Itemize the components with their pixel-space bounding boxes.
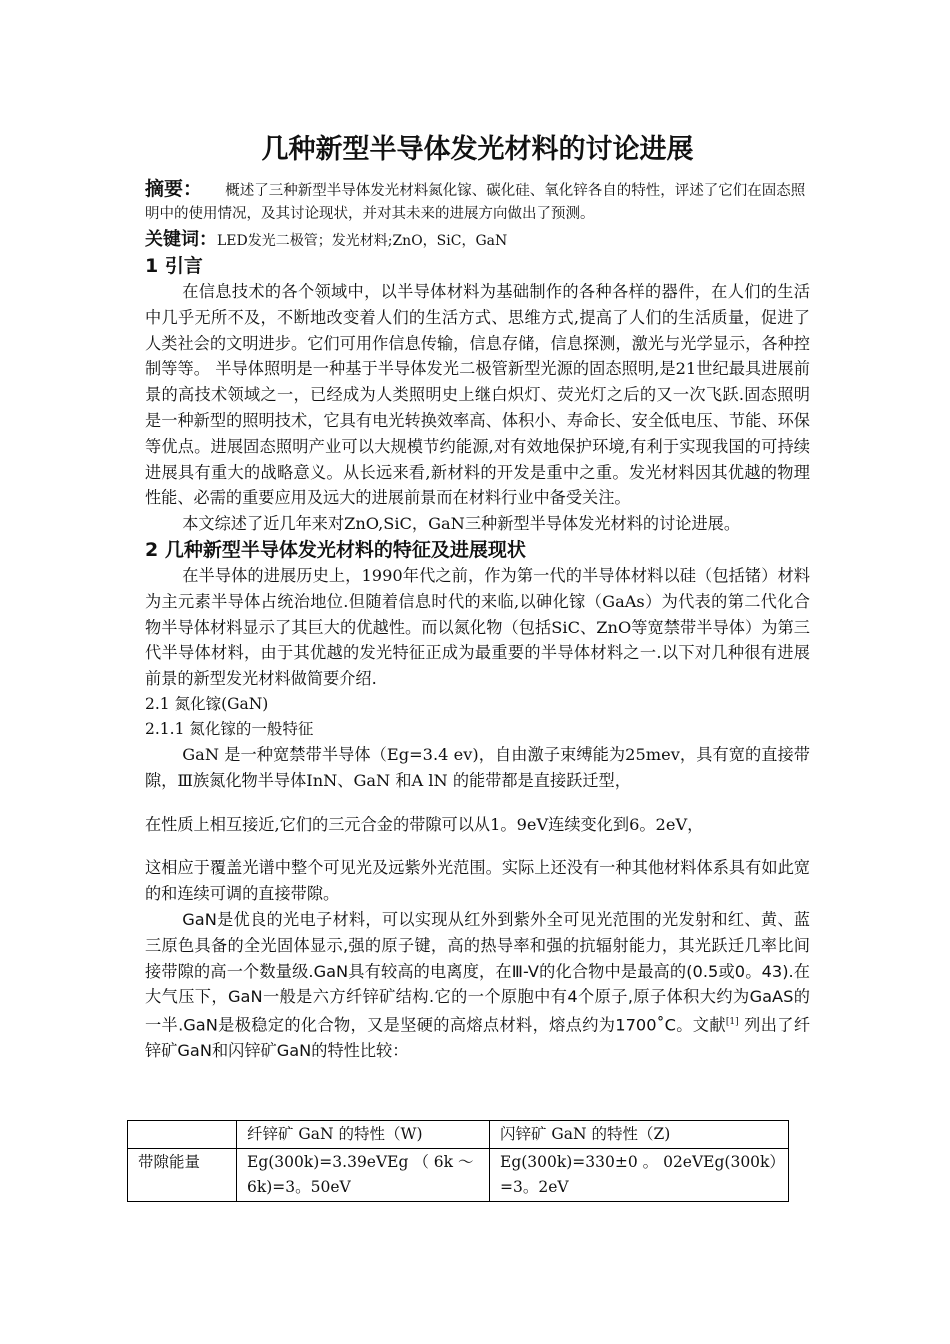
gan-properties-table — [127, 1120, 789, 1202]
abstract-text: 概述了三种新型半导体发光材料氮化镓、碳化硅、氧化锌各自的特性，评述了它们在固态照明中的使用情况，及其讨论现状，并对其未来的进展方向做出了预测。 — [145, 183, 806, 222]
abstract — [145, 178, 810, 226]
section-2-heading: 2 几种新型半导体发光材料的特征及进展现状 — [145, 538, 526, 561]
table-cell: Eg(300k)=3.39eVEg （ 6k ～6k)=3。50eV — [237, 1149, 490, 1202]
gan-paragraph-4-tail: 列出了纤锌矿GaN和闪锌矿GaN的特性比较： — [145, 1015, 811, 1061]
document-title: 几种新型半导体发光材料的讨论进展 — [261, 134, 694, 165]
keywords-label: 关键词： — [145, 229, 217, 250]
gan-paragraph-1: GaN 是一种宽禁带半导体（Eg=3.4 ev)，自由激子束缚能为25mev，具有宽的直接带隙，Ⅲ族氮化物半导体InN、GaN 和A lN 的能带都是直接跃迁型， — [145, 744, 810, 790]
table-cell: 带隙能量 — [128, 1149, 237, 1202]
keywords-text: LED发光二极管；发光材料;ZnO，SiC，GaN — [217, 233, 508, 249]
table-header-row — [128, 1121, 789, 1149]
section-1-heading: 1 引言 — [145, 255, 203, 277]
subsection-2-1-heading: 2.1 氮化镓(GaN) — [145, 694, 269, 713]
table-row — [128, 1149, 789, 1202]
section-2-paragraph-1: 在半导体的进展历史上，1990年代之前，作为第一代的半导体材料以硅（包括锗）材料为主元素半导体占统治地位.但随着信息时代的来临,以砷化镓（GaAs）为代表的第二代化合物半导体材料显示了其巨大的优越性。而以氮化物（包括SiC、ZnO等宽禁带半导体）为第三代半导体材料，由于其优越的发光特征正成为最重要的半导体材料之一.以下对几种很有进展前景的新型发光材料做简要介绍. — [145, 565, 810, 689]
gan-paragraph-4-text: GaN是优良的光电子材料，可以实现从红外到紫外全可见光范围的光发射和红、黄、蓝三原色具备的全光固体显示,强的原子键，高的热导率和强的抗辐射能力，其光跃迁几率比间接带隙的高一个数量级.GaN具有较高的电离度，在Ⅲ-V的化合物中是最高的(0.5或0。43).在大气压下，GaN一般是六方纤锌矿结构.它的一个原胞中有4个原子,原子体积大约为GaAS的一半.GaN是极稳定的化合物，又是坚硬的高熔点材料，熔点约为1700˚C。文献 — [145, 909, 810, 1035]
table-header-cell: 闪锌矿 GaN 的特性（Z) — [490, 1121, 789, 1149]
section-1-paragraph-1: 在信息技术的各个领域中，以半导体材料为基础制作的各种各样的器件，在人们的生活中几乎无所不及，不断地改变着人们的生活方式、思维方式,提高了人们的生活质量，促进了人类社会的文明进步。它们可用作信息传输，信息存储，信息探测，激光与光学显示，各种控制等等。 半导体照明是一种基于半导体发光二极管新型光源的固态照明,是21世纪最具进展前景的高技术领域之一，已经成为人类照明史上继白炽灯、荧光灯之后的又一次飞跃.固态照明是一种新型的照明技术，它具有电光转换效率高、体积小、寿命长、安全低电压、节能、环保等优点。进展固态照明产业可以大规模节约能源,对有效地保护环境,有利于实现我国的可持续进展具有重大的战略意义。从长远来看,新材料的开发是重中之重。发光材料因其优越的物理性能、必需的重要应用及远大的进展前景而在材料行业中备受关注。 — [145, 282, 810, 508]
gan-paragraph-4 — [145, 907, 810, 1064]
table-cell: Eg(300k)=330±0 。 02eVEg(300k）=3。2eV — [490, 1149, 789, 1202]
subsection-2-1-1-heading: 2.1.1 氮化镓的一般特征 — [145, 719, 314, 738]
document-page — [145, 130, 810, 1064]
abstract-label: 摘要： — [145, 178, 203, 200]
gan-paragraph-2: 在性质上相互接近,它们的三元合金的带隙可以从1。9eV连续变化到6。2eV， — [145, 814, 704, 834]
citation-1: [1] — [725, 1017, 739, 1028]
section-1-paragraph-2: 本文综述了近几年来对ZnO,SiC，GaN三种新型半导体发光材料的讨论进展。 — [182, 514, 741, 534]
keywords — [145, 228, 810, 253]
table-header-cell — [128, 1121, 237, 1149]
gan-paragraph-3: 这相应于覆盖光谱中整个可见光及远紫外光范围。实际上还没有一种其他材料体系具有如此宽的和连续可调的直接带隙。 — [145, 858, 810, 904]
table-header-cell: 纤锌矿 GaN 的特性（W) — [237, 1121, 490, 1149]
